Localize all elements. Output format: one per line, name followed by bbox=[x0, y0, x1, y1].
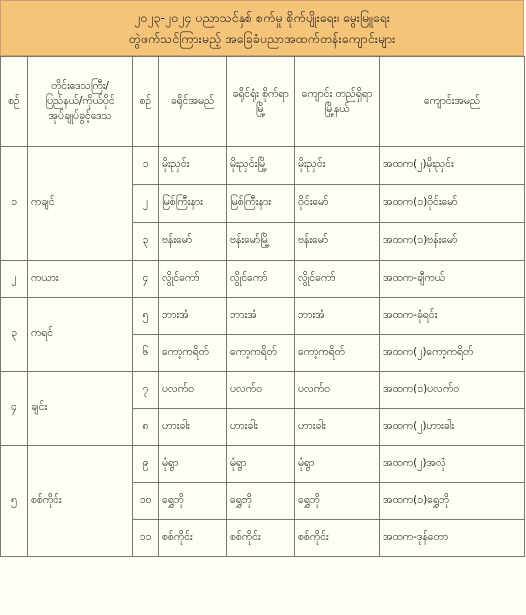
region-cell: ချင်း bbox=[28, 372, 133, 446]
district-cell: မိုးညှင်း bbox=[159, 147, 227, 185]
title-banner bbox=[0, 0, 524, 56]
group-serial: ၅ bbox=[1, 446, 28, 557]
district-office-cell: စစ်ကိုင်း bbox=[227, 520, 295, 557]
township-cell: မုံရွာ bbox=[295, 446, 380, 483]
township-cell: မိုးညှင်း bbox=[295, 147, 380, 185]
school-cell: အထက-ဒုန်တော bbox=[380, 520, 525, 557]
district-cell: ဗန်းမော် bbox=[159, 223, 227, 261]
district-office-cell: ပလက်ဝ bbox=[227, 372, 295, 409]
district-cell: ဘားအံ bbox=[159, 298, 227, 335]
row-serial: ၃ bbox=[133, 223, 159, 261]
district-office-cell: ဗန်းမော်မြို့ bbox=[227, 223, 295, 261]
school-cell: အထက-ချီကယ် bbox=[380, 261, 525, 298]
header-serial: စဉ် bbox=[1, 57, 28, 147]
header-school-township: ကျောင်း တည်ရှိရာ မြို့နယ် bbox=[295, 57, 380, 147]
group-serial: ၂ bbox=[1, 261, 28, 298]
row-serial: ၁၁ bbox=[133, 520, 159, 557]
school-cell: အထက(၁)ရွှေဘို bbox=[380, 483, 525, 520]
row-serial: ၂ bbox=[133, 185, 159, 223]
table-row bbox=[1, 147, 525, 185]
header-row bbox=[1, 57, 525, 147]
region-cell: ကချင် bbox=[28, 147, 133, 261]
school-cell: အထက(၁)ပလက်ဝ bbox=[380, 372, 525, 409]
district-cell: မုံရွာ bbox=[159, 446, 227, 483]
table-row bbox=[1, 261, 525, 298]
group-serial: ၃ bbox=[1, 298, 28, 372]
township-cell: ဗန်းမော် bbox=[295, 223, 380, 261]
header-region: တိုင်းဒေသကြီး/ ပြည်နယ်/ကိုယ်ပိုင် အုပ်ချုပ်ခွင့်ဒေသ bbox=[28, 57, 133, 147]
township-cell: ရွှေဘို bbox=[295, 483, 380, 520]
school-cell: အထက(၂)ဟားခါး bbox=[380, 409, 525, 446]
header-district-office: ခရိုင်ရုံး စိုက်ရာမြို့ bbox=[227, 57, 295, 147]
table-row bbox=[1, 298, 525, 335]
district-cell: စစ်ကိုင်း bbox=[159, 520, 227, 557]
row-serial: ၈ bbox=[133, 409, 159, 446]
school-cell: အထက(၁)ဗန်းမော် bbox=[380, 223, 525, 261]
township-cell: စစ်ကိုင်း bbox=[295, 520, 380, 557]
schools-table bbox=[0, 56, 525, 557]
district-office-cell: မုံရွာ bbox=[227, 446, 295, 483]
district-office-cell: ရွှေဘို bbox=[227, 483, 295, 520]
row-serial: ၆ bbox=[133, 335, 159, 372]
group-serial: ၄ bbox=[1, 372, 28, 446]
header-school-name: ကျောင်းအမည် bbox=[380, 57, 525, 147]
district-cell: ရွှေဘို bbox=[159, 483, 227, 520]
township-cell: ပလက်ဝ bbox=[295, 372, 380, 409]
row-serial: ၁၀ bbox=[133, 483, 159, 520]
district-cell: ဟားခါး bbox=[159, 409, 227, 446]
school-cell: အထက(၂)အလုံ bbox=[380, 446, 525, 483]
township-cell: လွိုင်ကော် bbox=[295, 261, 380, 298]
district-office-cell: ဘားအံ bbox=[227, 298, 295, 335]
school-cell: အထက(၂)မိုးညှင်း bbox=[380, 147, 525, 185]
region-cell: စစ်ကိုင်း bbox=[28, 446, 133, 557]
township-cell: ဝိုင်းမော် bbox=[295, 185, 380, 223]
district-office-cell: လွိုင်ကော် bbox=[227, 261, 295, 298]
school-cell: အထက-ခုံရင်း bbox=[380, 298, 525, 335]
header-district: ခရိုင်အမည် bbox=[159, 57, 227, 147]
row-serial: ၁ bbox=[133, 147, 159, 185]
district-office-cell: မြစ်ကြီးနား bbox=[227, 185, 295, 223]
table-row bbox=[1, 446, 525, 483]
row-serial: ၅ bbox=[133, 298, 159, 335]
title-line-2: တွဲဖက်သင်ကြားမည့် အခြေခံပညာအထက်တန်းကျောင်းများ bbox=[128, 31, 396, 46]
district-office-cell: ကော့ကရိတ် bbox=[227, 335, 295, 372]
title-line-1: ၂၀၂၃-၂၀၂၄ ပညာသင်နှစ် စက်မှု စိုက်ပျိုးရေး၊ မွေးမြူရေး bbox=[134, 10, 390, 25]
township-cell: ကော့ကရိတ် bbox=[295, 335, 380, 372]
district-cell: ပလက်ဝ bbox=[159, 372, 227, 409]
row-serial: ၄ bbox=[133, 261, 159, 298]
row-serial: ၇ bbox=[133, 372, 159, 409]
township-cell: ဘားအံ bbox=[295, 298, 380, 335]
row-serial: ၉ bbox=[133, 446, 159, 483]
district-office-cell: မိုးညှင်းမြို့ bbox=[227, 147, 295, 185]
region-cell: ကရင် bbox=[28, 298, 133, 372]
district-cell: လွိုင်ကော် bbox=[159, 261, 227, 298]
header-serial-2: စဉ် bbox=[133, 57, 159, 147]
district-cell: မြစ်ကြီးနား bbox=[159, 185, 227, 223]
group-serial: ၁ bbox=[1, 147, 28, 261]
district-cell: ကော့ကရိတ် bbox=[159, 335, 227, 372]
school-cell: အထက(၂)ကော့ကရိတ် bbox=[380, 335, 525, 372]
township-cell: ဟားခါး bbox=[295, 409, 380, 446]
school-cell: အထက(၁)ဝိုင်းမော် bbox=[380, 185, 525, 223]
region-cell: ကယား bbox=[28, 261, 133, 298]
table-row bbox=[1, 372, 525, 409]
district-office-cell: ဟားခါး bbox=[227, 409, 295, 446]
